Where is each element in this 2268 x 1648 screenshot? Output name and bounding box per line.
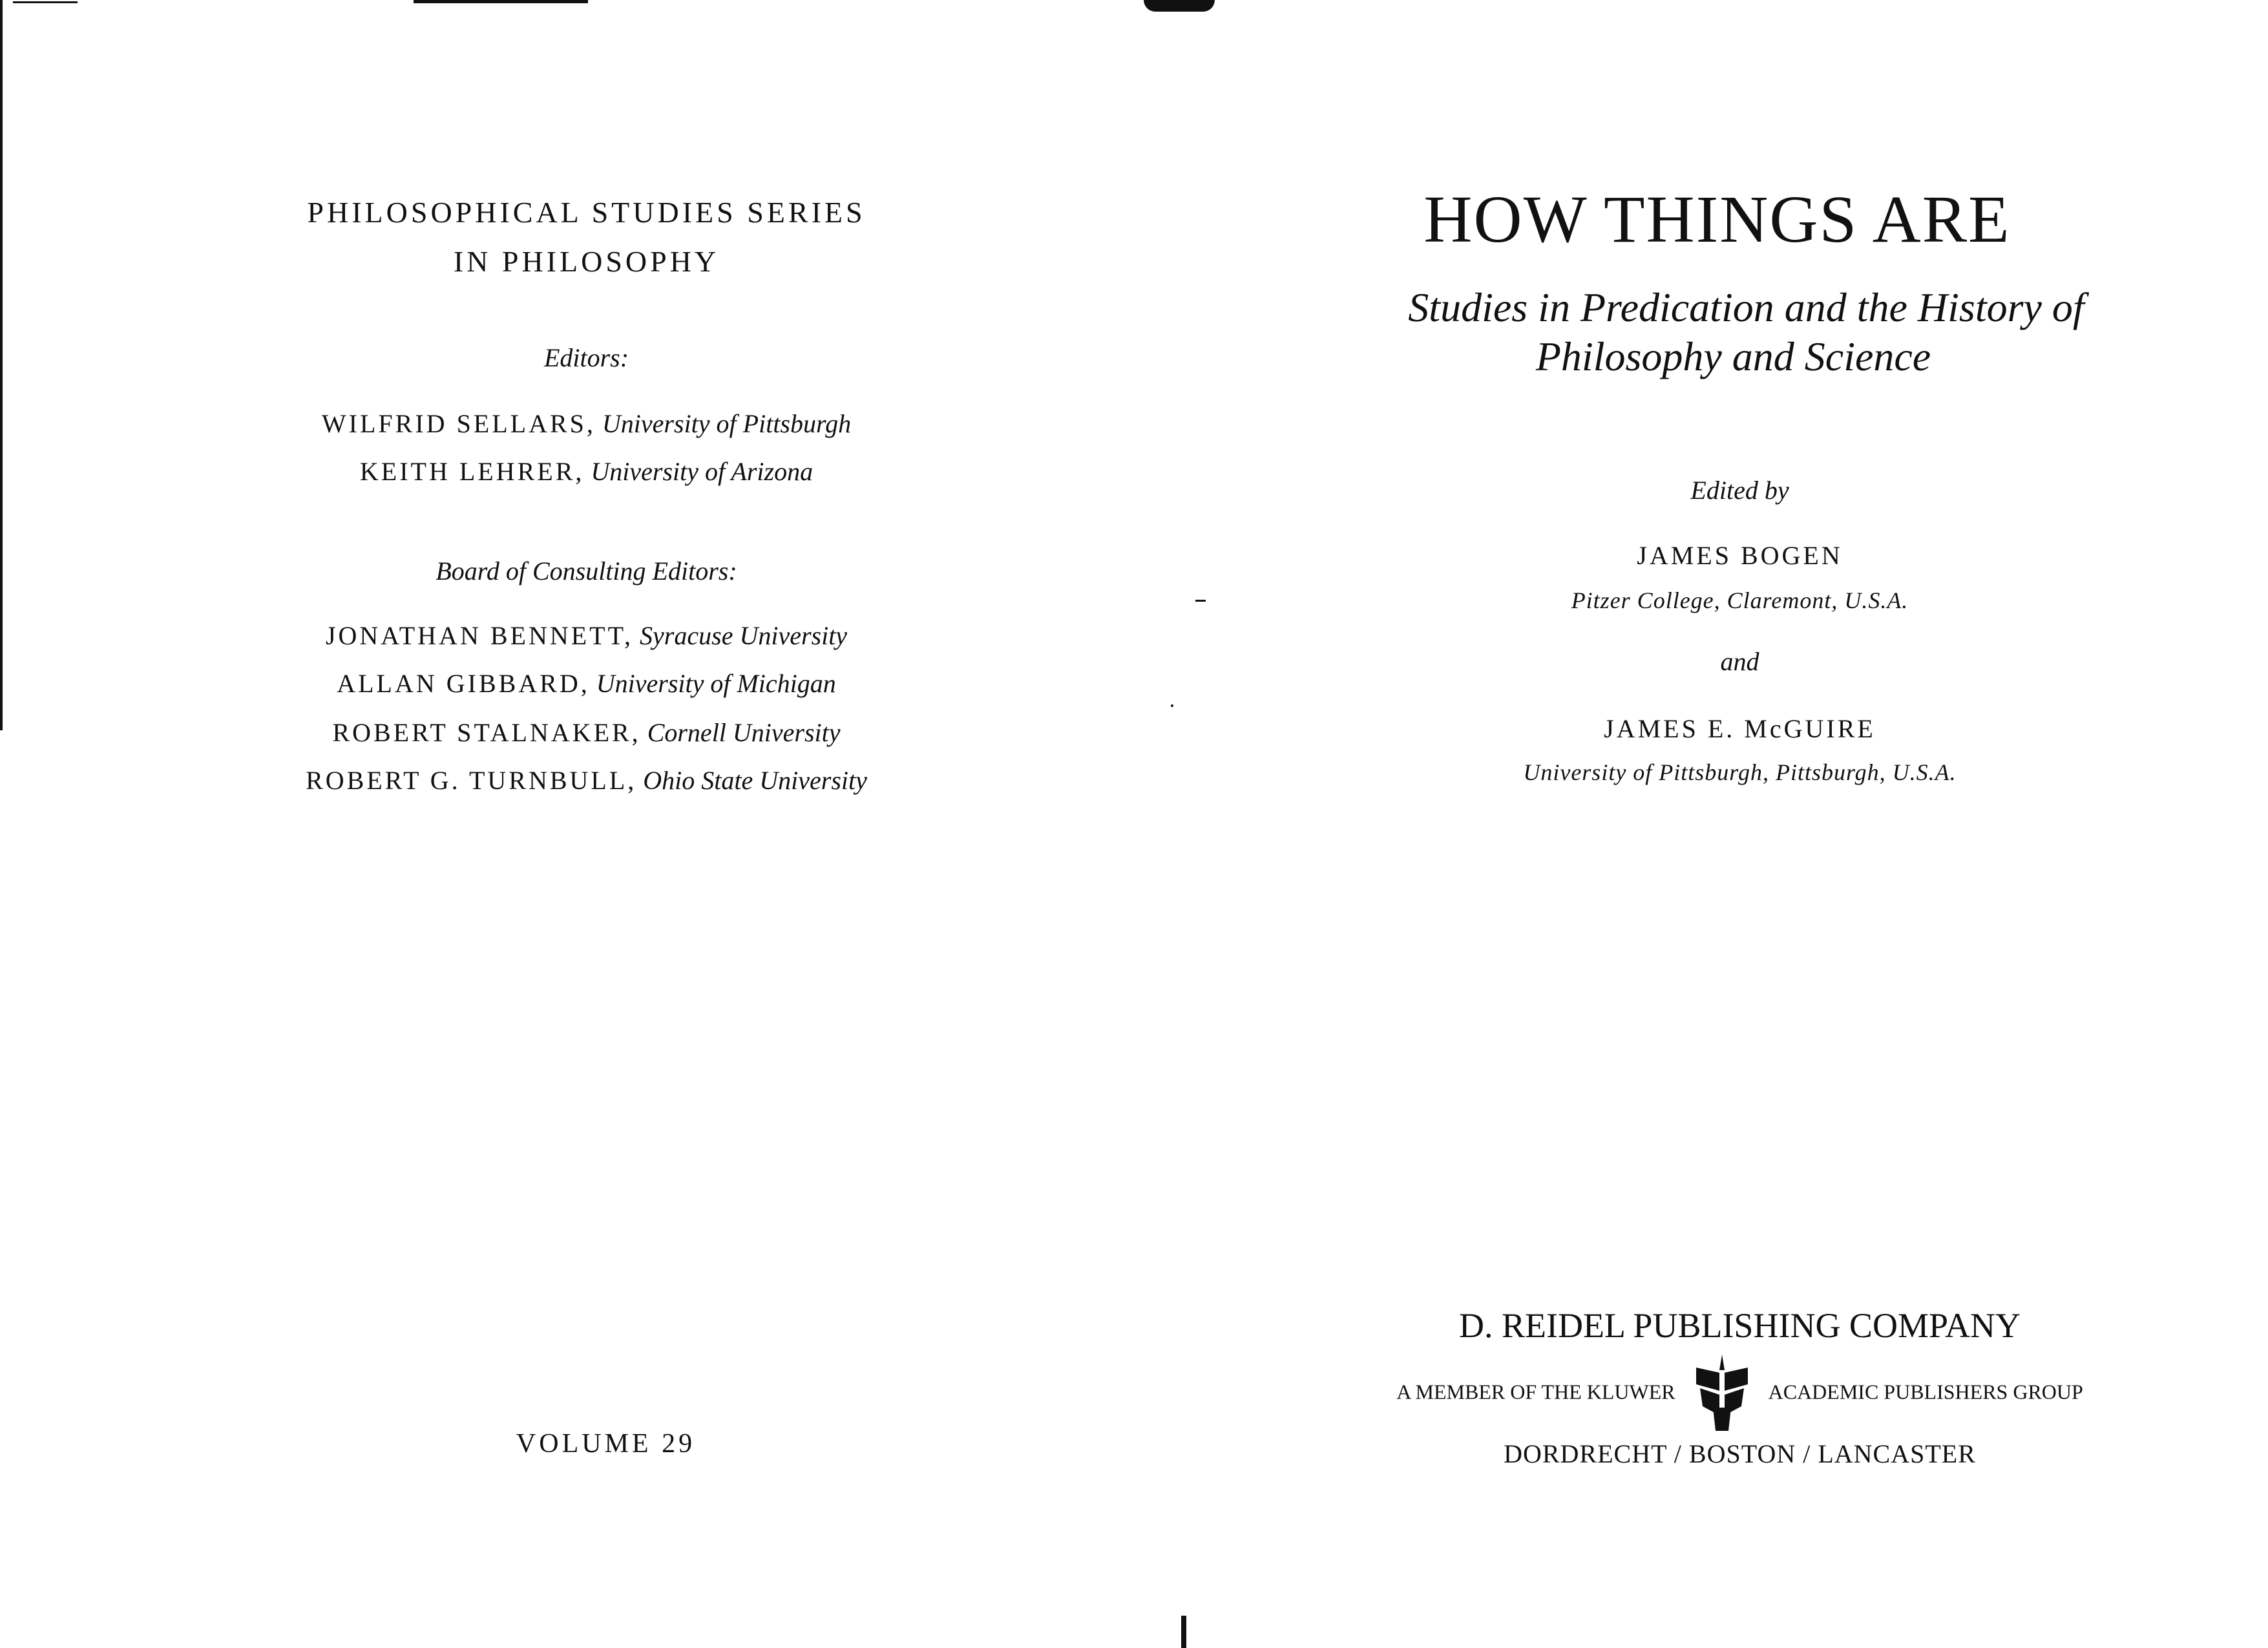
scan-mark-top-center: [1144, 0, 1215, 12]
scan-mark-top-left: [13, 1, 78, 3]
book-subtitle-line-2: Philosophy and Science: [1535, 333, 1931, 379]
kluwer-logo-icon: [1687, 1351, 1757, 1433]
board-member-affiliation: Ohio State University: [643, 766, 867, 795]
series-title-line-1: PHILOSOPHICAL STUDIES SERIES: [307, 196, 866, 229]
series-title-line-2: IN PHILOSOPHY: [453, 245, 720, 278]
board-member-name: JONATHAN BENNETT,: [325, 621, 634, 650]
editor-name: KEITH LEHRER,: [359, 457, 585, 486]
editor-affiliation: University of Arizona: [591, 457, 814, 486]
editors-label: Editors:: [543, 343, 629, 372]
volume-number: VOLUME 29: [516, 1429, 696, 1459]
board-label: Board of Consulting Editors:: [436, 556, 737, 586]
scan-speck: [1171, 704, 1173, 707]
book-title: HOW THINGS ARE: [1423, 182, 2011, 257]
board-entry: [39, 668, 1134, 699]
editor-1-name: JAMES BOGEN: [1637, 541, 1843, 570]
scan-mark-top: [414, 0, 588, 3]
scan-speck: [1195, 600, 1206, 602]
edited-by-label: Edited by: [1690, 476, 1789, 505]
editor-entry: [39, 408, 1134, 439]
board-member-name: ALLAN GIBBARD,: [337, 669, 590, 698]
board-member-affiliation: University of Michigan: [596, 669, 836, 698]
publisher-group-left: A MEMBER OF THE KLUWER: [1396, 1380, 1675, 1404]
editor-1-affiliation: Pitzer College, Claremont, U.S.A.: [1571, 587, 1909, 613]
board-entry: [39, 765, 1134, 796]
board-member-name: ROBERT G. TURNBULL,: [306, 766, 637, 795]
board-entry: [39, 620, 1134, 651]
publisher-group-line: [1212, 1351, 2268, 1433]
board-entry: [39, 717, 1134, 748]
board-member-name: ROBERT STALNAKER,: [332, 718, 641, 747]
scan-edge-line: [0, 0, 3, 730]
editor-2-affiliation: University of Pittsburgh, Pittsburgh, U.S.A.: [1523, 759, 1957, 785]
publisher-name: D. REIDEL PUBLISHING COMPANY: [1458, 1306, 2021, 1345]
publisher-cities: DORDRECHT / BOSTON / LANCASTER: [1504, 1439, 1976, 1468]
board-member-affiliation: Cornell University: [647, 718, 841, 747]
book-subtitle-line-1: Studies in Predication and the History of: [1408, 284, 2084, 330]
board-member-affiliation: Syracuse University: [640, 621, 848, 650]
editor-entry: [39, 456, 1134, 487]
right-page: [1134, 0, 2268, 1648]
editor-name: WILFRID SELLARS,: [321, 409, 596, 438]
editor-affiliation: University of Pittsburgh: [602, 409, 852, 438]
conjunction: and: [1720, 647, 1759, 676]
publisher-group-right: ACADEMIC PUBLISHERS GROUP: [1768, 1380, 2083, 1404]
editor-2-name: JAMES E. McGUIRE: [1604, 714, 1876, 743]
scan-mark-bottom: [1181, 1616, 1186, 1648]
